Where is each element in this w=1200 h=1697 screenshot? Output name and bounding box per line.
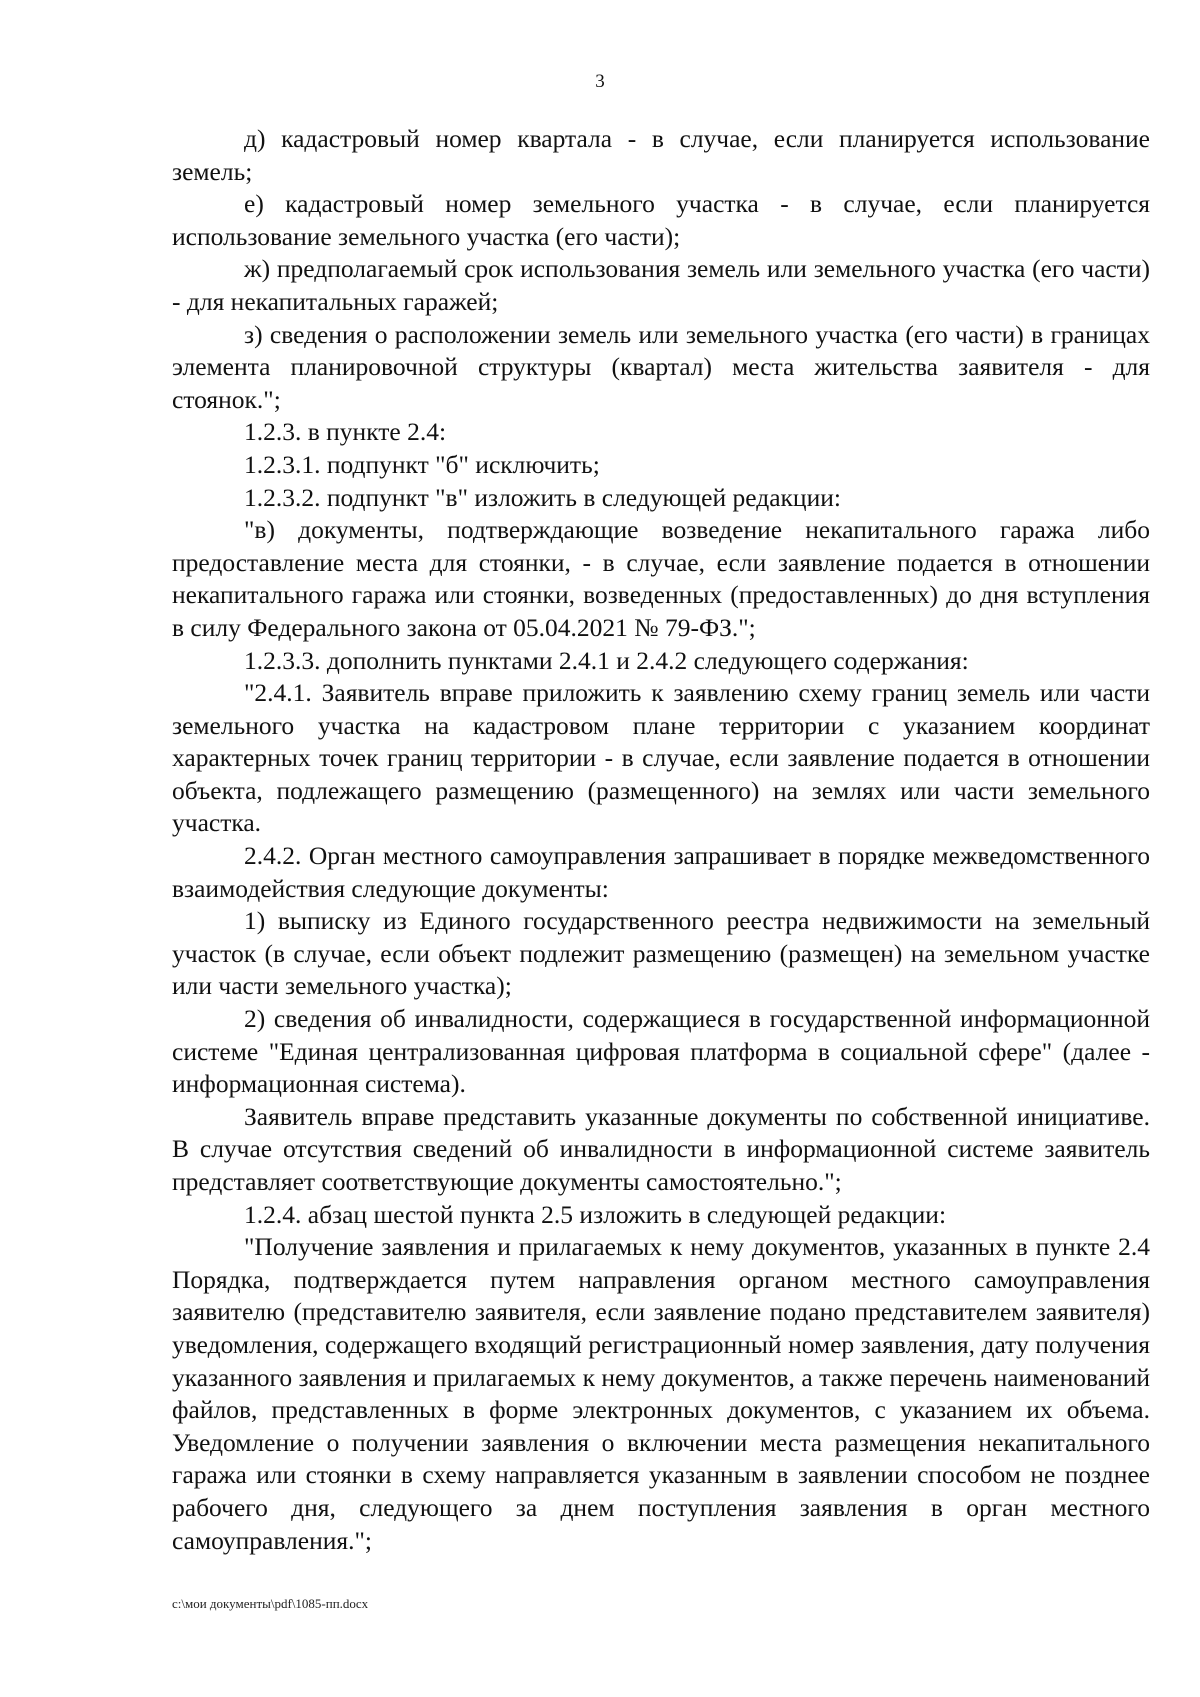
paragraph-list-item-1: 1) выписку из Единого государственного реестра недвижимости на земельный участок (в случае, если объект подлежит размещению (размещен) на земельном участке или части земельного участка);: [172, 906, 1150, 1001]
paragraph-1-2-3-1: 1.2.3.1. подпункт "б" исключить;: [244, 449, 600, 479]
paragraph-applicant-right: Заявитель вправе представить указанные документы по собственной инициативе. В случае отсутствия сведений об инвалидности в информационной системе заявитель представляет соответствующие документы самостоятельно.";: [172, 1101, 1150, 1196]
paragraph-item-v: "в) документы, подтверждающие возведение некапитального гаража либо предоставление места для стоянки, - в случае, если заявление подается в отношении некапитального гаража или стоянки, возведенных (предоставленных) до дня вступления в силу Федерального закона от 05.04.2021 № 79-ФЗ.";: [172, 515, 1150, 642]
paragraph-2-4-2: 2.4.2. Орган местного самоуправления запрашивает в порядке межведомственного взаимодействия следующие документы:: [172, 841, 1150, 903]
paragraph-item-d: д) кадастровый номер квартала - в случае, если планируется использование земель;: [172, 124, 1150, 186]
paragraph-1-2-3: 1.2.3. в пункте 2.4:: [244, 417, 447, 447]
paragraph-item-e: е) кадастровый номер земельного участка - в случае, если планируется использование земельного участка (его части);: [172, 189, 1150, 251]
paragraph-item-zh: ж) предполагаемый срок использования земель или земельного участка (его части) - для некапитальных гаражей;: [172, 254, 1150, 316]
page-number: 3: [595, 71, 605, 92]
paragraph-receipt-notice: "Получение заявления и прилагаемых к нему документов, указанных в пункте 2.4 Порядка, подтверждается путем направления органом местного самоуправления заявителю (представителю заявителя, если заявление подано представителем заявителя) уведомления, содержащего входящий регистрационный номер заявления, дату получения указанного заявления и прилагаемых к нему документов, а также перечень наименований файлов, представленных в форме электронных документов, с указанием их объема. Уведомление о получении заявления о включении места размещения некапитального гаража или стоянки в схему направляется указанным в заявлении способом не позднее рабочего дня, следующего за днем поступления заявления в орган местного самоуправления.";: [172, 1232, 1150, 1555]
paragraph-1-2-4: 1.2.4. абзац шестой пункта 2.5 изложить в следующей редакции:: [244, 1199, 947, 1229]
paragraph-2-4-1: "2.4.1. Заявитель вправе приложить к заявлению схему границ земель или части земельного участка на кадастровом плане территории с указанием координат характерных точек границ территории - в случае, если заявление подается в отношении объекта, подлежащего размещению (размещенного) на землях или части земельного участка.: [172, 678, 1150, 838]
paragraph-list-item-2: 2) сведения об инвалидности, содержащиеся в государственной информационной системе "Единая централизованная цифровая платформа в социальной сфере" (далее - информационная система).: [172, 1004, 1150, 1099]
paragraph-1-2-3-2: 1.2.3.2. подпункт "в" изложить в следующей редакции:: [244, 482, 841, 512]
paragraph-1-2-3-3: 1.2.3.3. дополнить пунктами 2.4.1 и 2.4.2 следующего содержания:: [244, 645, 969, 675]
document-body: [172, 123, 1150, 1557]
paragraph-item-z: з) сведения о расположении земель или земельного участка (его части) в границах элемента планировочной структуры (квартал) места жительства заявителя - для стоянок.";: [172, 319, 1150, 414]
footer-file-path: c:\мои документы\pdf\1085-пп.docx: [172, 1596, 369, 1611]
